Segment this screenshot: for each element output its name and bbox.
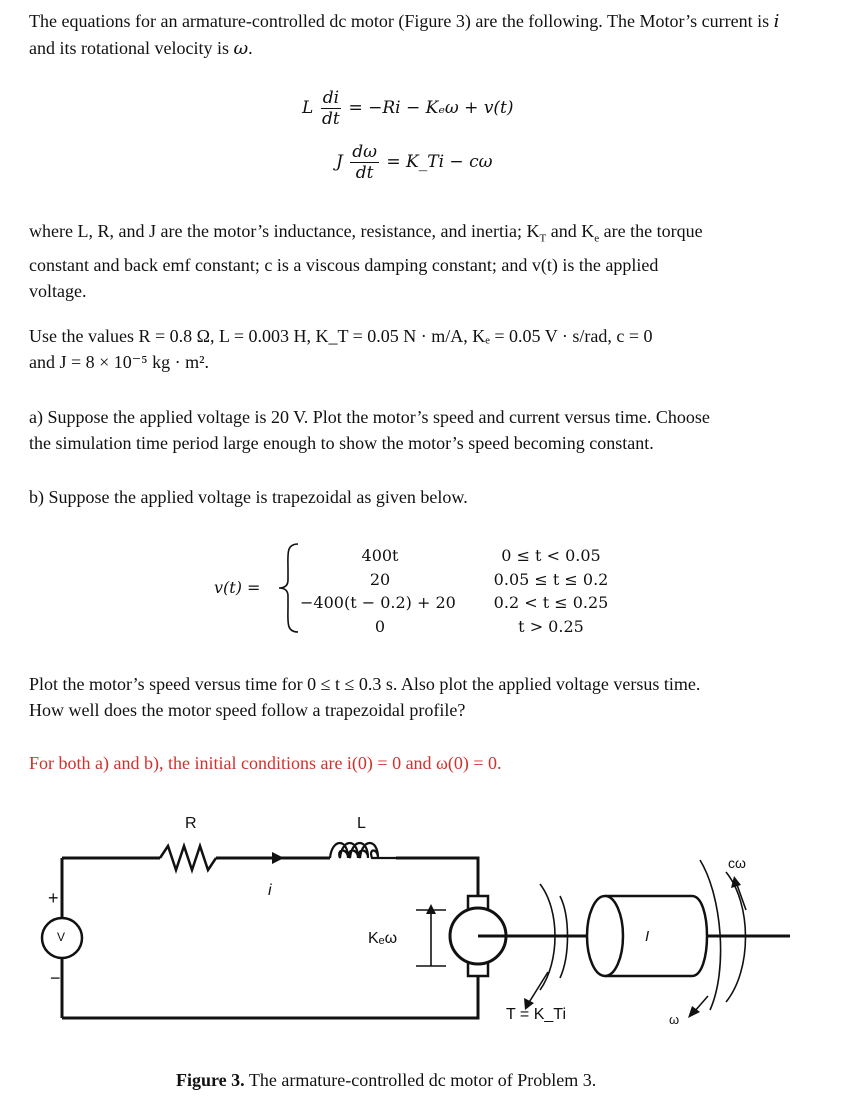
figure-caption [176,1070,596,1091]
eq1-coef: L [302,98,314,118]
case-expr-4: 0 [374,617,386,636]
values-paragraph [29,323,809,375]
label-cw: cω [728,855,746,871]
wire-top-right [396,858,478,900]
part-b-line-1: b) Suppose the applied voltage is trapezoidal as given below. [29,487,468,507]
case-expr-2: 20 [369,570,391,589]
label-minus: − [50,968,61,988]
eq2-fraction [350,142,379,183]
where-line-3: voltage. [29,280,87,301]
label-V: V [57,930,66,944]
where-line-1-text: where L, R, and J are the motor’s inductance, resistance, and inertia; K [29,221,540,241]
eq1-fraction [321,88,341,129]
label-L: L [357,815,366,832]
where-line-2: constant and back emf constant; c is a viscous damping constant; and v(t) is the applied [29,254,659,275]
eq2-denominator: dt [355,163,374,183]
eq1-rhs: = −Ri − Kₑω + v(t) [348,98,514,118]
wire-bottom [62,972,478,1018]
eq2-rhs: = K_Ti − cω [386,152,493,172]
eq2-numerator: dω [352,142,377,162]
caption-text: The armature-controlled dc motor of Problem 3. [244,1070,597,1090]
eq1-denominator: dt [322,109,340,129]
where-line-1c: are the torque [599,221,703,241]
kt-subscript: T [539,232,547,245]
intro-var-w: ω [233,38,249,59]
where-paragraph [29,218,809,304]
part-a-paragraph [29,404,809,456]
label-plus: + [48,888,59,908]
plot-request-line-2: How well does the motor speed follow a trapezoidal profile? [29,700,466,720]
intro-paragraph [29,8,809,62]
case-cond-3: 0.2 < t ≤ 0.25 [493,593,609,612]
values-line-2: and J = 8 × 10⁻⁵ kg · m². [29,352,209,372]
label-torque: T = K_Ti [506,1006,567,1023]
label-I: I [645,928,650,945]
plot-request-paragraph [29,671,809,723]
part-b-paragraph [29,484,809,510]
torque-arrow [528,972,548,1004]
case-cond-4: t > 0.25 [518,617,584,636]
case-expr-3: −400(t − 0.2) + 20 [300,593,456,612]
initial-conditions: For both a) and b), the initial conditions are i(0) = 0 and ω(0) = 0. [29,753,502,773]
motor-circuit-figure [0,800,847,1060]
intro-text-c: . [248,38,253,58]
piecewise-lhs: v(t) = [214,578,261,597]
resistor-symbol [160,846,216,870]
case-cond-2: 0.05 ≤ t ≤ 0.2 [493,570,609,589]
values-line-1: Use the values R = 0.8 Ω, L = 0.003 H, K_T = 0.05 N · m/A, Kₑ = 0.05 V · s/rad, c = 0 [29,326,653,346]
equation-current [302,88,514,129]
where-line-1 [29,218,809,252]
where-line-1b: and K [546,221,595,241]
back-emf-indicator [416,910,446,966]
caption-label: Figure 3. [176,1070,245,1090]
intro-var-i: i [773,11,780,32]
piecewise-brace [276,540,302,636]
intro-text-b: and its rotational velocity is [29,38,229,58]
label-omega: ω [669,1012,680,1027]
current-arrowhead [272,852,284,864]
back-emf-arrowhead [426,904,436,914]
inductor-symbol [330,843,396,858]
eq2-coef: J [336,152,343,172]
case-expr-1: 400t [361,546,399,565]
label-R: R [185,815,197,832]
intro-text-a: The equations for an armature-controlled dc motor (Figure 3) are the following. The Motor’s current is [29,11,770,31]
damping-arrow [736,882,746,910]
label-Kew: Kₑω [368,930,398,947]
plot-request-line-1: Plot the motor’s speed versus time for 0 ≤ t ≤ 0.3 s. Also plot the applied voltage versus time. [29,674,701,694]
eq1-numerator: di [322,88,340,108]
part-a-line-2: the simulation time period large enough to show the motor’s speed becoming constant. [29,433,654,453]
label-i: i [268,882,272,899]
damping-arrowhead [731,876,741,888]
inertia-cylinder-face [587,896,623,976]
ke-subscript: e [594,232,600,245]
case-cond-1: 0 ≤ t < 0.05 [501,546,601,565]
equation-velocity [336,142,492,183]
part-a-line-1: a) Suppose the applied voltage is 20 V. Plot the motor’s speed and current versus time. Choose [29,407,710,427]
